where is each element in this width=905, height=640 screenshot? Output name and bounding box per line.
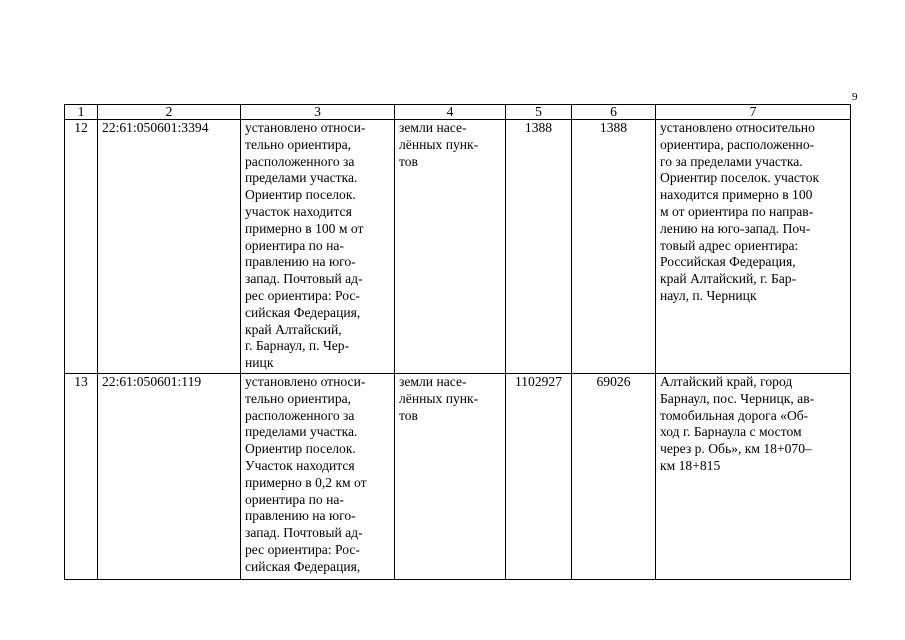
table-row: [65, 120, 851, 374]
used-area: 1388: [572, 120, 656, 374]
land-category: земли насе- лённых пунк- тов: [395, 374, 506, 580]
address-description: установлено относительно ориентира, расположенно- го за пределами участка. Ориентир поселок. участок находится примерно в 100 м от ориентира по направ- лению на юго-запад. Поч- товый адрес ориентира: Российская Федерация, край Алтайский, г. Бар- наул, п. Черницк: [656, 120, 851, 374]
location-description: установлено относи- тельно ориентира, расположенного за пределами участка. Ориентир поселок. участок находится примерно в 100 м от ориентира по на- правлению на юго- запад. Почтовый ад- рес ориентира: Рос- сийская Федерация, край Алтайский, г. Барнаул, п. Чер- ницк: [241, 120, 395, 374]
header-cell: 2: [98, 105, 241, 120]
address-description: Алтайский край, город Барнаул, пос. Черницк, ав- томобильная дорога «Об- ход г. Барнаула с мостом через р. Обь», км 18+070– км 18+815: [656, 374, 851, 580]
header-cell: 3: [241, 105, 395, 120]
total-area: 1102927: [506, 374, 572, 580]
table-row: [65, 374, 851, 580]
header-cell: 7: [656, 105, 851, 120]
table-header-row: [65, 105, 851, 120]
page-number: 9: [852, 91, 858, 103]
row-number: 13: [65, 374, 98, 580]
header-cell: 6: [572, 105, 656, 120]
used-area: 69026: [572, 374, 656, 580]
header-cell: 5: [506, 105, 572, 120]
row-number: 12: [65, 120, 98, 374]
total-area: 1388: [506, 120, 572, 374]
cadastral-number: 22:61:050601:119: [98, 374, 241, 580]
location-description: установлено относи- тельно ориентира, расположенного за пределами участка. Ориентир поселок. Участок находится примерно в 0,2 км от ориентира по на- правлению на юго- запад. Почтовый ад- рес ориентира: Рос- сийская Федерация,: [241, 374, 395, 580]
header-cell: 1: [65, 105, 98, 120]
cadastral-number: 22:61:050601:3394: [98, 120, 241, 374]
land-category: земли насе- лённых пунк- тов: [395, 120, 506, 374]
land-plots-table: [64, 104, 851, 580]
header-cell: 4: [395, 105, 506, 120]
